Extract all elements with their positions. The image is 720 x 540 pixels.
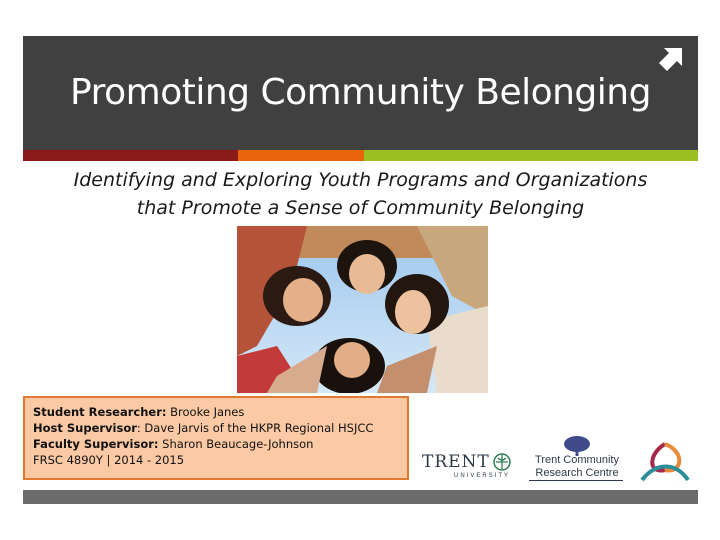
trent-university-logo bbox=[422, 452, 516, 484]
course-line: FRSC 4890Y | 2014 - 2015 bbox=[33, 453, 185, 467]
tree-icon bbox=[563, 436, 591, 456]
trent-crest-icon bbox=[492, 452, 512, 472]
subtitle-line-2: that Promote a Sense of Community Belonging bbox=[136, 197, 585, 219]
slide-subtitle bbox=[23, 166, 698, 222]
stripe-orange bbox=[238, 150, 364, 161]
stripe-red bbox=[23, 150, 238, 161]
faculty-supervisor-line: Faculty Supervisor: Sharon Beaucage-Johnson bbox=[33, 437, 314, 451]
footer-bar bbox=[23, 490, 698, 504]
youth-circle-photo bbox=[237, 226, 488, 393]
tcrc-line-2: Research Centre bbox=[535, 467, 619, 479]
slide-title: Promoting Community Belonging bbox=[70, 72, 651, 113]
stripe-green bbox=[364, 150, 698, 161]
tcrc-logo bbox=[525, 436, 627, 486]
color-stripes bbox=[23, 150, 698, 161]
subtitle-line-1: Identifying and Exploring Youth Programs and Organizations bbox=[73, 169, 648, 191]
tcrc-line-1: Trent Community bbox=[535, 454, 619, 466]
student-researcher-line: Student Researcher: Brooke Janes bbox=[33, 405, 245, 419]
title-banner bbox=[23, 36, 698, 150]
tcrc-underline bbox=[529, 480, 623, 481]
host-supervisor-line: Host Supervisor: Dave Jarvis of the HKPR Regional HSJCC bbox=[33, 421, 374, 435]
tcrc-name bbox=[527, 454, 627, 480]
trent-wordmark: TRENT bbox=[422, 452, 490, 472]
trent-university-label: UNIVERSITY bbox=[454, 473, 511, 479]
expand-arrow-icon bbox=[658, 44, 686, 72]
researcher-info-box bbox=[23, 396, 409, 480]
trefoil-knot-icon bbox=[636, 440, 694, 488]
